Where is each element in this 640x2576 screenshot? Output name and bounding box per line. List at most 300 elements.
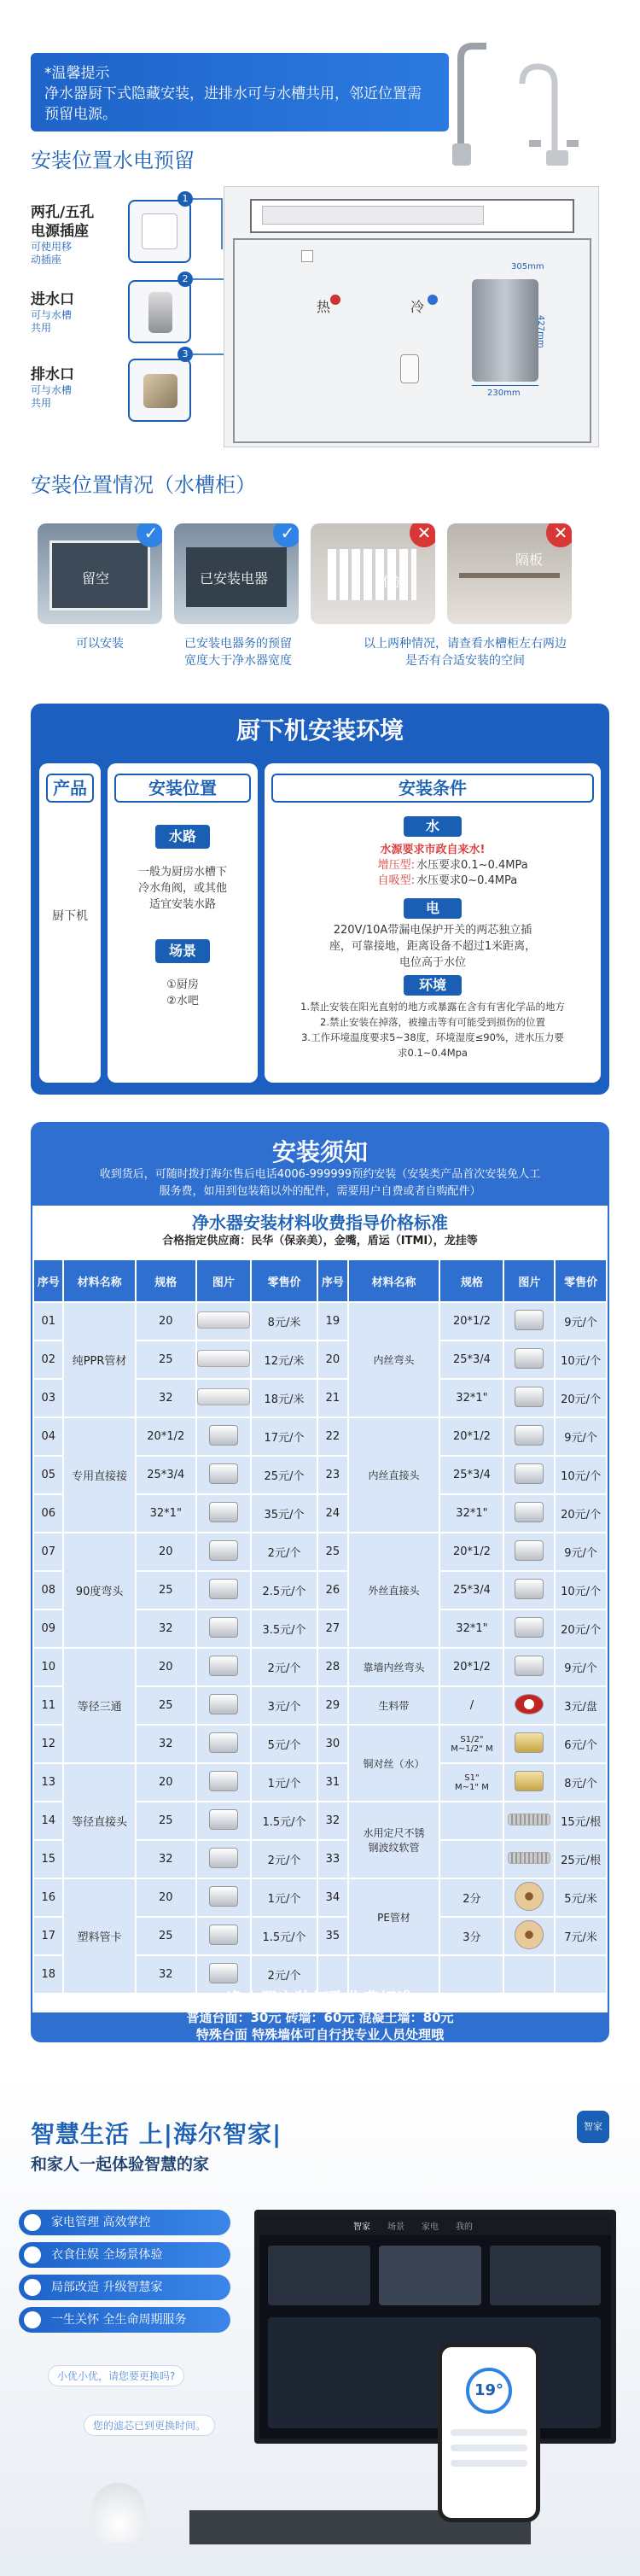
row-number: 11 [34, 1687, 62, 1724]
row-number: 21 [318, 1380, 346, 1417]
row-number: 32 [318, 1802, 346, 1839]
width-dim-line [472, 385, 538, 386]
spec-cell: 25*3/4 [137, 1457, 195, 1493]
height-dim: 427mm [536, 315, 545, 348]
fitting-icon [209, 1656, 238, 1676]
price-table-subtitle: 合格指定供应商：民华（保亲美），金嘴，盾运（ITMI），龙挂等 [162, 1235, 478, 1247]
install-position-title: 安装位置水电预留 [31, 149, 195, 172]
fitting-icon [515, 1463, 544, 1484]
sink [262, 206, 484, 225]
image-cell [197, 1495, 250, 1532]
smart-speaker [92, 2483, 145, 2543]
brass-fitting-icon [515, 1771, 544, 1791]
material-name: 塑料管卡 [64, 1879, 134, 1993]
phone-bar [451, 2445, 527, 2451]
price-cell: 8元/米 [252, 1303, 317, 1340]
row-number: 06 [34, 1495, 62, 1532]
material-name: 内丝弯头 [349, 1303, 439, 1417]
row-number: 30 [318, 1726, 346, 1762]
feature-3-label: 局部改造 升级智慧家 [51, 2281, 163, 2294]
drain-thumb [128, 359, 191, 422]
boost-label: 增压型: [377, 859, 415, 872]
spec-cell: 32 [137, 1726, 195, 1762]
price-cell: 2.5元/个 [252, 1572, 317, 1609]
spec-cell: S1/2" M~1/2" M [440, 1726, 503, 1762]
image-cell [504, 1918, 554, 1954]
feature-2-label: 衣食住娱 全场景体验 [51, 2248, 163, 2262]
price-cell: 2元/个 [252, 1841, 317, 1878]
image-cell [504, 1457, 554, 1493]
fitting-icon [209, 1694, 238, 1714]
fitting-icon [515, 1540, 544, 1561]
image-cell [504, 1879, 554, 1916]
spec-cell [440, 1841, 503, 1878]
image-cell [504, 1533, 554, 1570]
faucet-illustration [427, 41, 597, 169]
feature-4-label: 一生关怀 全生命周期服务 [51, 2313, 187, 2327]
envir-pill: 环境 [404, 975, 462, 996]
tv-card [379, 2246, 481, 2305]
price-cell: 7元/米 [556, 1918, 606, 1954]
spec-cell: 32*1" [440, 1495, 503, 1532]
spec-cell: 32 [137, 1610, 195, 1647]
fitting-icon [209, 1732, 238, 1753]
row-number: 16 [34, 1879, 62, 1916]
hose-icon [508, 1852, 550, 1864]
smart-title: 智慧生活 上|海尔智家| [31, 2120, 282, 2148]
image-cell [197, 1572, 250, 1609]
price-cell: 10元/个 [556, 1341, 606, 1378]
env-title: 厨下机安装环境 [236, 716, 404, 745]
position-column [108, 763, 258, 1083]
row-number: 01 [34, 1303, 62, 1340]
header-cell: 图片 [197, 1260, 250, 1301]
image-cell [504, 1303, 554, 1340]
price-cell: 1元/个 [252, 1879, 317, 1916]
header-cell: 序号 [34, 1260, 62, 1301]
feature-1-label: 家电管理 高效掌控 [51, 2216, 151, 2229]
feature-1 [19, 2210, 230, 2235]
image-cell [197, 1303, 250, 1340]
spec-cell: 20*1/2 [440, 1533, 503, 1570]
row-number: 10 [34, 1649, 62, 1685]
image-cell [504, 1418, 554, 1455]
table-row [34, 1764, 606, 1801]
image-cell [197, 1802, 250, 1839]
image-cell [504, 1495, 554, 1532]
spec-cell: 32*1" [440, 1610, 503, 1647]
spec-cell: 20*1/2 [440, 1303, 503, 1340]
pe-coil-icon [515, 1882, 544, 1911]
fitting-icon [515, 1502, 544, 1522]
price-cell: 10元/个 [556, 1457, 606, 1493]
card-shelf [447, 523, 572, 624]
marker-2: 2 [177, 272, 193, 287]
image-cell [197, 1726, 250, 1762]
price-cell: 1.5元/个 [252, 1802, 317, 1839]
spec-cell: 25*3/4 [440, 1572, 503, 1609]
row-number: 15 [34, 1841, 62, 1878]
power-pill: 电 [404, 898, 462, 919]
material-name: 纯PPR管材 [64, 1303, 134, 1417]
socket-sub: 可使用移 动插座 [31, 241, 73, 266]
row-number: 26 [318, 1572, 346, 1609]
spec-cell: 25*3/4 [440, 1457, 503, 1493]
image-cell [197, 1418, 250, 1455]
fitting-icon [209, 1963, 238, 1983]
tv-device-grid [268, 2317, 601, 2428]
spec-cell: 20 [137, 1764, 195, 1801]
price-cell: 9元/个 [556, 1303, 606, 1340]
notice-banner [31, 53, 449, 131]
price-cell: 20元/个 [556, 1610, 606, 1647]
row-number: 04 [34, 1418, 62, 1455]
row-number: 13 [34, 1764, 62, 1801]
price-cell: 25元/根 [556, 1841, 606, 1878]
price-cell: 3元/个 [252, 1687, 317, 1724]
purifier-unit [472, 279, 538, 382]
card-stacked-caption: 以上两种情况，请查看水槽柜左右两边 是否有合适安装的空间 [364, 637, 567, 668]
material-name: 靠墙内丝弯头 [349, 1649, 439, 1685]
tv-tab-home[interactable]: 智家 [353, 2223, 370, 2232]
price-cell: 9元/个 [556, 1533, 606, 1570]
width-dim: 230mm [487, 388, 521, 398]
row-number: 14 [34, 1802, 62, 1839]
drain-pipe-icon [143, 374, 177, 408]
ok-check-icon: ✓ [137, 523, 162, 547]
row-number: 35 [318, 1918, 346, 1954]
spec-cell: 20 [137, 1533, 195, 1570]
row-number: 02 [34, 1341, 62, 1378]
row-number: 17 [34, 1918, 62, 1954]
row-number: 12 [34, 1726, 62, 1762]
row-number: 29 [318, 1687, 346, 1724]
price-cell: 2元/个 [252, 1533, 317, 1570]
card-installed [174, 523, 299, 624]
image-cell [504, 1726, 554, 1762]
power-text: 220V/10A带漏电保护开关的两芯独立插 座，可靠接地，距离设备不超过1米距离， 电位高于水位 [329, 924, 537, 969]
self-value: 水压要求0~0.4MPa [416, 874, 518, 887]
table-row [34, 1649, 606, 1685]
row-number: 08 [34, 1572, 62, 1609]
price-cell: 2元/个 [252, 1649, 317, 1685]
row-number: 19 [318, 1303, 346, 1340]
phone-mockup [438, 2343, 540, 2522]
image-cell [197, 1649, 250, 1685]
drain-label: 排水口 [31, 366, 74, 383]
material-name: PE管材 [349, 1879, 439, 1954]
row-number: 03 [34, 1380, 62, 1417]
product-value: 厨下机 [52, 909, 88, 923]
depth-dim: 305mm [511, 262, 544, 272]
fee-title: 净水器安装打孔收费标准 [226, 1989, 414, 2009]
price-cell: 1.5元/个 [252, 1918, 317, 1954]
price-cell: 25元/个 [252, 1457, 317, 1493]
tv-tabbar [259, 2215, 611, 2235]
price-cell: 20元/个 [556, 1380, 606, 1417]
condition-header: 安装条件 [271, 774, 594, 803]
spec-cell: 20*1/2 [137, 1418, 195, 1455]
spec-cell: 20*1/2 [440, 1649, 503, 1685]
row-number: 22 [318, 1418, 346, 1455]
water-requirement: 水源要求市政自来水! [380, 844, 486, 856]
scene-text: ①厨房 ②水吧 [166, 978, 199, 1008]
table-row [34, 1533, 606, 1570]
phone-bar [451, 2460, 527, 2467]
row-number: 07 [34, 1533, 62, 1570]
header-cell: 材料名称 [64, 1260, 134, 1301]
price-cell: 3.5元/个 [252, 1610, 317, 1647]
spec-cell: / [440, 1687, 503, 1724]
row-number: 33 [318, 1841, 346, 1878]
row-number: 09 [34, 1610, 62, 1647]
feature-4 [19, 2307, 230, 2333]
feature-icon [24, 2246, 41, 2263]
phone-bar [451, 2429, 527, 2436]
image-cell [197, 1918, 250, 1954]
fitting-icon [209, 1579, 238, 1599]
brass-fitting-icon [515, 1732, 544, 1753]
spec-cell: 25 [137, 1687, 195, 1724]
header-cell: 规格 [440, 1260, 503, 1301]
socket-icon [142, 213, 177, 249]
fitting-icon [209, 1886, 238, 1907]
kitchen-diagram [224, 186, 599, 447]
spec-cell: 20*1/2 [440, 1418, 503, 1455]
spec-cell [440, 1802, 503, 1839]
header-cell: 图片 [504, 1260, 554, 1301]
material-name: 生料带 [349, 1687, 439, 1724]
table-row [34, 1418, 606, 1455]
row-number: 24 [318, 1495, 346, 1532]
fitting-icon [209, 1463, 238, 1484]
ok-check-icon: ✓ [273, 523, 299, 547]
image-cell [504, 1572, 554, 1609]
card-installed-caption: 已安装电器务的预留 宽度大于净水器宽度 [184, 637, 292, 668]
row-number: 05 [34, 1457, 62, 1493]
tv-tab-device[interactable]: 家电 [422, 2223, 439, 2232]
pipe-icon [197, 1350, 250, 1367]
card-empty-caption: 可以安装 [76, 637, 124, 651]
guide-subtitle: 收到货后，可随时拨打海尔售后电话4006-999999预约安装（安装类产品首次安装免人工 服务费，如用到包装箱以外的配件，需要用户自费或者自购配件） [99, 1168, 541, 1198]
fitting-icon [515, 1579, 544, 1599]
spec-cell: 25 [137, 1341, 195, 1378]
spec-cell: 20 [137, 1303, 195, 1340]
tv-screen [254, 2210, 616, 2444]
header-cell: 规格 [137, 1260, 195, 1301]
image-cell [197, 1610, 250, 1647]
row-number: 34 [318, 1879, 346, 1916]
fitting-icon [209, 1425, 238, 1446]
image-cell [504, 1764, 554, 1801]
angle-valve-icon [148, 292, 172, 333]
image-cell [504, 1380, 554, 1417]
guide-title: 安装须知 [271, 1138, 368, 1166]
material-name: 外丝直接头 [349, 1533, 439, 1647]
image-cell [504, 1649, 554, 1685]
spec-cell: 25 [137, 1918, 195, 1954]
socket-label: 两孔/五孔 电源插座 [31, 204, 95, 240]
image-cell [197, 1841, 250, 1878]
marker-1: 1 [177, 191, 193, 207]
spec-cell: 25 [137, 1802, 195, 1839]
wall-socket-icon [301, 250, 313, 262]
tv-tab-scene[interactable]: 场景 [387, 2223, 404, 2232]
table-row [34, 1879, 606, 1916]
hot-label: 热 [317, 299, 331, 315]
install-env-panel [31, 704, 609, 1095]
notice-text: *温馨提示 净水器厨下式隐藏安装，进排水可与水槽共用，邻近位置需预留电源。 [44, 65, 422, 123]
image-cell [197, 1533, 250, 1570]
price-cell: 15元/根 [556, 1802, 606, 1839]
fitting-icon [209, 1617, 238, 1638]
hot-valve-icon [330, 295, 340, 305]
header-cell: 零售价 [252, 1260, 317, 1301]
spec-cell: 32 [137, 1841, 195, 1878]
waterway-text: 一般为厨房水槽下 冷水角阀，或其他 适宜安装水路 [137, 866, 227, 911]
card-empty-tag: 留空 [82, 570, 110, 587]
inlet-sub: 可与水槽 共用 [31, 309, 73, 334]
price-cell: 8元/个 [556, 1764, 606, 1801]
card-stacked-tag: 堆放 [379, 574, 407, 590]
material-name: 等径三通 [64, 1649, 134, 1762]
spec-cell: 32 [137, 1956, 195, 1993]
socket-thumb [128, 200, 191, 263]
image-cell [197, 1341, 250, 1378]
row-number: 25 [318, 1533, 346, 1570]
price-cell: 5元/个 [252, 1726, 317, 1762]
price-cell: 10元/个 [556, 1572, 606, 1609]
feature-3 [19, 2275, 230, 2300]
drain-icon [400, 354, 419, 383]
image-cell [197, 1380, 250, 1417]
tv-card [490, 2246, 601, 2305]
price-table-header [34, 1260, 606, 1301]
fee-line-2: 特殊台面 特殊墙体可自行找专业人员处理哦 [195, 2027, 445, 2042]
spec-cell: 2分 [440, 1879, 503, 1916]
image-cell [197, 1879, 250, 1916]
tv-tab-mine[interactable]: 我的 [456, 2223, 473, 2232]
position-header: 安装位置 [114, 774, 251, 803]
fitting-icon [515, 1387, 544, 1407]
fitting-icon [515, 1310, 544, 1330]
price-cell: 6元/个 [556, 1726, 606, 1762]
fitting-icon [209, 1848, 238, 1868]
boost-value: 水压要求0.1~0.4MPa [416, 859, 528, 872]
material-name: 专用直接接 [64, 1418, 134, 1532]
image-cell [197, 1457, 250, 1493]
voice-bubble-1: 小优小优，请您要更换吗? [48, 2365, 184, 2386]
image-cell [504, 1802, 554, 1839]
row-number: 18 [34, 1956, 62, 1993]
row-number: 27 [318, 1610, 346, 1647]
haier-app-badge[interactable]: 智家 [577, 2111, 609, 2143]
cabinet-title: 安装位置情况（水槽柜） [31, 473, 256, 497]
tape-icon [515, 1694, 544, 1714]
row-number: 28 [318, 1649, 346, 1685]
cold-valve-icon [428, 295, 438, 305]
price-cell: 35元/个 [252, 1495, 317, 1532]
card-empty [38, 523, 162, 624]
material-name: 等径直接头 [64, 1764, 134, 1878]
row-number: 23 [318, 1457, 346, 1493]
pipe-icon [197, 1388, 250, 1405]
price-cell: 20元/个 [556, 1495, 606, 1532]
envir-text: 1.禁止安装在阳光直射的地方或暴露在含有有害化学品的地方 2.禁止安装在掉落，被撞击等有可能受到损伤的位置 3.工作环境温度要求5~38度，环境湿度≤90%，进水压力要 求0.1~0.4Mpa [300, 1001, 565, 1059]
price-table-box [32, 1206, 608, 2012]
card-shelf-tag: 隔板 [515, 552, 544, 568]
row-number: 31 [318, 1764, 346, 1801]
spec-cell: S1" M~1" M [440, 1764, 503, 1801]
price-cell: 12元/米 [252, 1341, 317, 1378]
spec-cell: 32 [137, 1380, 195, 1417]
price-cell: 17元/个 [252, 1418, 317, 1455]
fitting-icon [209, 1771, 238, 1791]
row-number: 20 [318, 1341, 346, 1378]
table-row [34, 1303, 606, 1340]
fitting-icon [209, 1502, 238, 1522]
price-table [32, 1259, 608, 1995]
fitting-icon [209, 1925, 238, 1945]
material-name: 内丝直接头 [349, 1418, 439, 1532]
drain-sub: 可与水槽 共用 [31, 384, 73, 409]
feature-icon [24, 2214, 41, 2231]
smart-subtitle: 和家人一起体验智慧的家 [31, 2155, 210, 2174]
waterway-pill: 水路 [155, 825, 210, 849]
fitting-icon [515, 1348, 544, 1369]
header-cell: 序号 [318, 1260, 346, 1301]
temp-value: 19° [474, 2381, 504, 2399]
price-table-title: 净水器安装材料收费指导价格标准 [192, 1212, 448, 1233]
fitting-icon [209, 1809, 238, 1830]
fitting-icon [515, 1425, 544, 1446]
header-cell: 零售价 [556, 1260, 606, 1301]
feature-2 [19, 2242, 230, 2268]
inlet-thumb [128, 280, 191, 343]
card-installed-tag: 已安装电器 [200, 570, 269, 587]
spec-cell: 25 [137, 1572, 195, 1609]
price-cell: 9元/个 [556, 1418, 606, 1455]
voice-bubble-2: 您的滤芯已到更换时间。 [84, 2415, 215, 2436]
fee-line-1: 普通台面：30元 砖墙：60元 混凝土墙：80元 [186, 2010, 454, 2025]
water-pill: 水 [404, 816, 462, 837]
image-cell [504, 1610, 554, 1647]
image-cell [504, 1341, 554, 1378]
spec-cell: 20 [137, 1649, 195, 1685]
feature-icon [24, 2311, 41, 2328]
spec-cell: 20 [137, 1879, 195, 1916]
price-cell: 18元/米 [252, 1380, 317, 1417]
price-cell: 9元/个 [556, 1649, 606, 1685]
pe-coil-icon [515, 1920, 544, 1949]
card-stacked [311, 523, 435, 624]
inlet-label: 进水口 [31, 291, 74, 308]
product-header: 产品 [46, 774, 94, 803]
tv-card [268, 2246, 370, 2305]
x-cross-icon: ✕ [410, 523, 435, 547]
fitting-icon [515, 1617, 544, 1638]
shelf-board-image [459, 573, 560, 578]
image-cell [197, 1764, 250, 1801]
marker-3: 3 [177, 347, 193, 362]
fitting-icon [515, 1656, 544, 1676]
price-cell: 3元/盘 [556, 1687, 606, 1724]
feature-icon [24, 2279, 41, 2296]
cold-label: 冷 [410, 299, 425, 315]
price-cell: 1元/个 [252, 1764, 317, 1801]
spec-cell: 32*1" [137, 1495, 195, 1532]
price-cell: 2元/个 [252, 1956, 317, 1993]
